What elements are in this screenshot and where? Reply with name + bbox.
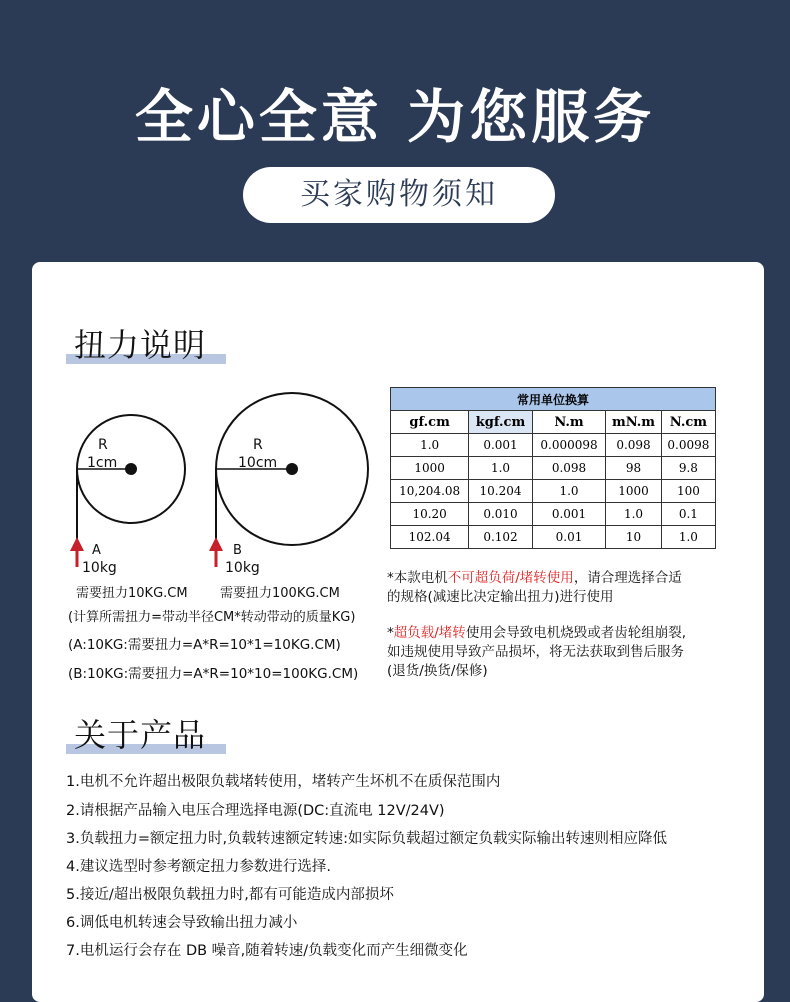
torque-title-text: 扭力说明 [74,326,207,364]
table-cell: 10 [606,526,662,549]
table-row [391,434,716,457]
table-cell: 100 [661,480,715,503]
table-cell: 10,204.08 [391,480,469,503]
diagram-a-mass: 10kg [82,560,117,576]
table-cell: 1000 [391,457,469,480]
table-cell: 0.000098 [532,434,605,457]
note-red-text: 超负载/堵转 [393,625,466,641]
list-item: 3.负载扭力=额定扭力时,负载转速额定转速:如实际负载超过额定负载实际输出转速则相应降低 [66,831,667,847]
table-cell: 1.0 [469,457,533,480]
unit-conversion-table [390,387,716,549]
shopping-notice-pill: 买家购物须知 [243,167,555,223]
diagram-a-point: A [92,543,101,558]
diagram-a-radius: 1cm [87,455,118,471]
table-cell: 1.0 [661,526,715,549]
table-cell: 98 [606,457,662,480]
table-header: N.cm [661,411,715,434]
note-text: ，请合理选择合适 [573,570,682,586]
table-cell: 0.01 [532,526,605,549]
table-row [391,503,716,526]
table-header: gf.cm [391,411,469,434]
formula-a: (A:10KG:需要扭力=A*R=10*1=10KG.CM) [68,637,341,653]
table-cell: 102.04 [391,526,469,549]
note-text: *本款电机 [387,570,448,586]
formula-note: (计算所需扭力=带动半径CM*转动带动的质量KG) [68,610,356,625]
list-item: 5.接近/超出极限负载扭力时,都有可能造成内部损坏 [66,887,394,903]
diagram-a-r-label: R [98,437,108,453]
diagram-a-caption: 需要扭力10KG.CM [76,586,188,601]
diagram-b-caption: 需要扭力100KG.CM [220,586,340,601]
formula-b: (B:10KG:需要扭力=A*R=10*10=100KG.CM) [68,666,359,682]
list-item: 4.建议选型时参考额定扭力参数进行选择. [66,859,331,875]
table-header: kgf.cm [469,411,533,434]
diagram-b-point: B [233,543,242,558]
table-cell: 0.098 [606,434,662,457]
pulley-a-center [125,463,137,475]
list-item: 6.调低电机转速会导致输出扭力减小 [66,915,298,931]
table-cell: 9.8 [661,457,715,480]
arrow-a-icon [70,537,84,551]
warning-note-2 [387,624,747,681]
table-cell: 1.0 [606,503,662,526]
table-header: mN.m [606,411,662,434]
diagram-b-mass: 10kg [225,560,260,576]
table-cell: 10.20 [391,503,469,526]
list-item: 7.电机运行会存在 DB 噪音,随着转速/负载变化而产生细微变化 [66,943,468,959]
note-text: 如违规使用导致产品损坏，将无法获取到售后服务 [387,644,684,660]
table-cell: 0.0098 [661,434,715,457]
table-cell: 0.102 [469,526,533,549]
note-red-text: 不可超负荷/堵转使用 [447,570,574,586]
table-row [391,457,716,480]
list-item: 2.请根据产品输入电压合理选择电源(DC:直流电 12V/24V) [66,803,445,819]
torque-diagrams [0,385,390,585]
note-text: (退货/换货/保修) [387,663,488,679]
arrow-b-icon [209,537,223,551]
about-section-title [74,710,206,756]
table-cell: 1.0 [532,480,605,503]
diagram-b-r-label: R [253,437,263,453]
diagram-b-radius: 10cm [238,455,278,471]
about-title-text: 关于产品 [74,716,207,754]
table-cell: 0.010 [469,503,533,526]
torque-section-title [74,320,206,366]
table-cell: 0.098 [532,457,605,480]
note-text: * [387,625,394,641]
table-row [391,526,716,549]
table-cell: 0.001 [532,503,605,526]
pulley-b-center [286,463,298,475]
table-caption: 常用单位换算 [391,388,716,411]
table-cell: 0.1 [661,503,715,526]
note-text: 使用会导致电机烧毁或者齿轮组崩裂, [465,625,687,641]
table-cell: 10.204 [469,480,533,503]
table-cell: 1000 [606,480,662,503]
table-row [391,480,716,503]
list-item: 1.电机不允许超出极限负载堵转使用，堵转产生坏机不在质保范围内 [66,774,501,790]
page-hero-title: 全心全意 为您服务 [134,83,656,151]
table-cell: 1.0 [391,434,469,457]
table-cell: 0.001 [469,434,533,457]
note-text: 的规格(减速比决定输出扭力)进行使用 [387,589,614,605]
table-header: N.m [532,411,605,434]
warning-note-1 [387,569,737,607]
